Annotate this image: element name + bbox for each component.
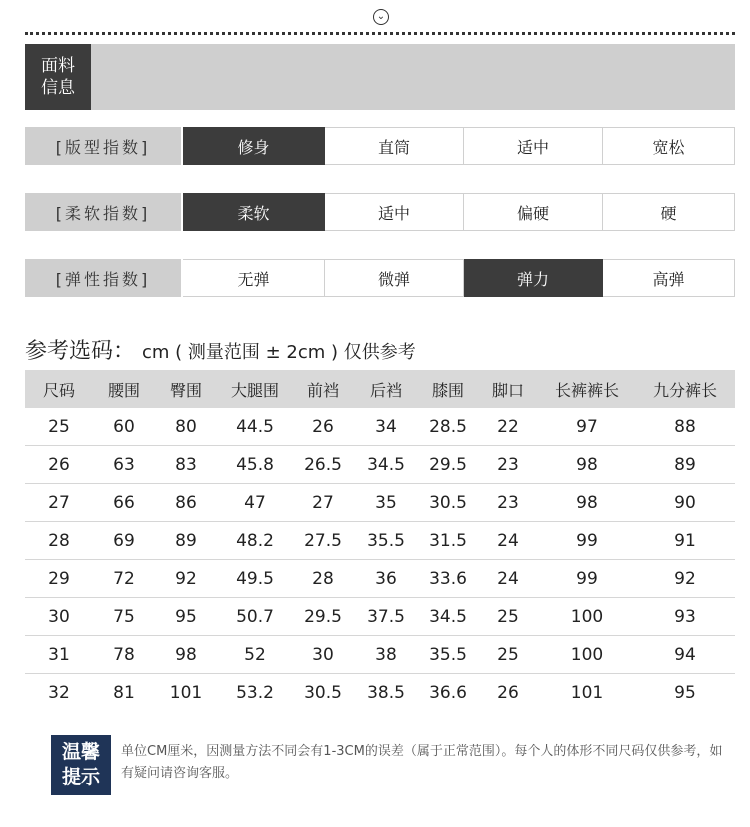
table-cell: 38.5 <box>367 682 405 703</box>
table-cell: 89 <box>635 446 735 484</box>
table-cell: 99 <box>539 522 635 560</box>
table-cell: 30.5 <box>419 484 477 522</box>
table-cell: 75 <box>93 598 155 636</box>
fit-index-row <box>25 127 735 165</box>
table-cell: 101 <box>169 682 203 703</box>
table-cell: 53.2 <box>236 682 274 703</box>
table-cell: 52 <box>217 636 293 674</box>
table-row <box>25 598 735 636</box>
size-table <box>25 370 735 711</box>
table-cell: 30 <box>293 636 353 674</box>
table-cell: 34.5 <box>353 446 419 484</box>
table-cell: 29.5 <box>419 446 477 484</box>
size-guide-title-main: 参考选码： <box>25 339 136 364</box>
table-cell: 80 <box>155 408 217 446</box>
fit-option-regular: 适中 <box>464 127 603 165</box>
table-cell: 95 <box>674 682 696 703</box>
table-cell: 34.5 <box>419 598 477 636</box>
size-guide-title <box>25 334 416 365</box>
table-cell: 92 <box>155 560 217 598</box>
table-cell: 45.8 <box>217 446 293 484</box>
table-cell: 25 <box>477 636 539 674</box>
table-cell: 22 <box>477 408 539 446</box>
table-cell: 25 <box>477 598 539 636</box>
table-cell: 26.5 <box>293 446 353 484</box>
header-ankle-length: 九分裤长 <box>635 370 735 408</box>
table-cell: 32 <box>48 682 70 703</box>
table-cell: 26 <box>497 682 519 703</box>
header-knee: 膝围 <box>419 370 477 408</box>
table-cell: 28.5 <box>419 408 477 446</box>
table-cell: 81 <box>113 682 135 703</box>
table-cell: 36 <box>353 560 419 598</box>
table-row <box>25 408 735 446</box>
table-cell: 90 <box>635 484 735 522</box>
header-full-length: 长裤裤长 <box>539 370 635 408</box>
table-cell: 25 <box>25 408 93 446</box>
table-cell: 47 <box>217 484 293 522</box>
elasticity-index-label: [弹性指数] <box>25 259 183 297</box>
dotted-divider <box>25 32 735 35</box>
table-row <box>25 560 735 598</box>
table-cell: 33.6 <box>419 560 477 598</box>
table-cell: 83 <box>155 446 217 484</box>
table-cell: 98 <box>155 636 217 674</box>
table-cell: 31.5 <box>419 522 477 560</box>
table-cell: 72 <box>93 560 155 598</box>
header-front-rise: 前裆 <box>293 370 353 408</box>
size-table-header <box>25 370 735 408</box>
table-cell: 95 <box>155 598 217 636</box>
table-cell: 98 <box>539 484 635 522</box>
table-cell: 86 <box>155 484 217 522</box>
table-cell: 35 <box>353 484 419 522</box>
table-cell: 66 <box>93 484 155 522</box>
table-cell: 23 <box>477 484 539 522</box>
elasticity-index-row <box>25 259 735 297</box>
table-cell: 28 <box>293 560 353 598</box>
fabric-info-label-text: 面料信息 <box>41 56 75 98</box>
table-cell: 91 <box>635 522 735 560</box>
table-cell: 99 <box>539 560 635 598</box>
table-cell: 69 <box>93 522 155 560</box>
table-cell: 35.5 <box>353 522 419 560</box>
header-leg-opening: 脚口 <box>477 370 539 408</box>
table-cell: 48.2 <box>217 522 293 560</box>
table-cell: 88 <box>635 408 735 446</box>
table-cell: 63 <box>93 446 155 484</box>
table-cell: 27 <box>293 484 353 522</box>
table-cell: 97 <box>539 408 635 446</box>
table-cell: 24 <box>477 560 539 598</box>
table-cell: 50.7 <box>217 598 293 636</box>
softness-option-soft: 柔软 <box>183 193 325 231</box>
table-row <box>25 522 735 560</box>
table-cell: 23 <box>477 446 539 484</box>
table-cell: 27.5 <box>293 522 353 560</box>
table-cell: 49.5 <box>217 560 293 598</box>
tip-text: 单位CM厘米，因测量方法不同会有1-3CM的误差（属于正常范围）。每个人的体形不同尺码仅供参考，如有疑问请咨询客服。 <box>121 744 723 781</box>
table-cell: 92 <box>635 560 735 598</box>
table-cell: 38 <box>353 636 419 674</box>
softness-index-label: [柔软指数] <box>25 193 183 231</box>
fabric-info-label <box>25 44 91 110</box>
header-waist: 腰围 <box>93 370 155 408</box>
table-cell: 37.5 <box>353 598 419 636</box>
table-cell: 78 <box>93 636 155 674</box>
table-cell: 26 <box>25 446 93 484</box>
chevron-down-circle-icon: ⌄ <box>373 9 389 25</box>
elasticity-option-stretch: 弹力 <box>464 259 603 297</box>
table-cell: 100 <box>539 598 635 636</box>
table-row <box>25 446 735 484</box>
table-cell: 27 <box>25 484 93 522</box>
tip-badge <box>51 735 111 795</box>
table-cell: 100 <box>539 636 635 674</box>
fit-option-slim: 修身 <box>183 127 325 165</box>
table-cell: 36.6 <box>429 682 467 703</box>
table-cell: 93 <box>635 598 735 636</box>
table-cell: 60 <box>93 408 155 446</box>
table-cell: 28 <box>25 522 93 560</box>
table-cell: 89 <box>155 522 217 560</box>
table-row <box>25 674 735 712</box>
softness-option-hard: 硬 <box>603 193 735 231</box>
table-cell: 24 <box>477 522 539 560</box>
table-cell: 30.5 <box>304 682 342 703</box>
table-cell: 44.5 <box>217 408 293 446</box>
table-cell: 31 <box>25 636 93 674</box>
elasticity-option-high: 高弹 <box>603 259 735 297</box>
table-cell: 26 <box>293 408 353 446</box>
tip-badge-text: 温馨提示 <box>61 741 100 788</box>
table-cell: 30 <box>25 598 93 636</box>
fit-index-label: [版型指数] <box>25 127 183 165</box>
header-back-rise: 后裆 <box>353 370 419 408</box>
table-cell: 29.5 <box>293 598 353 636</box>
header-hip: 臀围 <box>155 370 217 408</box>
table-cell: 98 <box>539 446 635 484</box>
table-row <box>25 636 735 674</box>
fabric-info-bar <box>25 44 735 110</box>
softness-option-firm: 偏硬 <box>464 193 603 231</box>
fit-option-loose: 宽松 <box>603 127 735 165</box>
elasticity-option-slight: 微弹 <box>325 259 464 297</box>
size-guide-subtitle: cm ( 测量范围 ± 2cm ) 仅供参考 <box>142 342 416 363</box>
softness-option-medium: 适中 <box>325 193 464 231</box>
header-size: 尺码 <box>25 370 93 408</box>
table-cell: 34 <box>353 408 419 446</box>
table-cell: 29 <box>25 560 93 598</box>
table-row <box>25 484 735 522</box>
softness-index-row <box>25 193 735 231</box>
elasticity-option-none: 无弹 <box>183 259 325 297</box>
table-cell: 35.5 <box>419 636 477 674</box>
fit-option-straight: 直筒 <box>325 127 464 165</box>
header-thigh: 大腿围 <box>217 370 293 408</box>
table-cell: 94 <box>635 636 735 674</box>
table-cell: 101 <box>570 682 604 703</box>
